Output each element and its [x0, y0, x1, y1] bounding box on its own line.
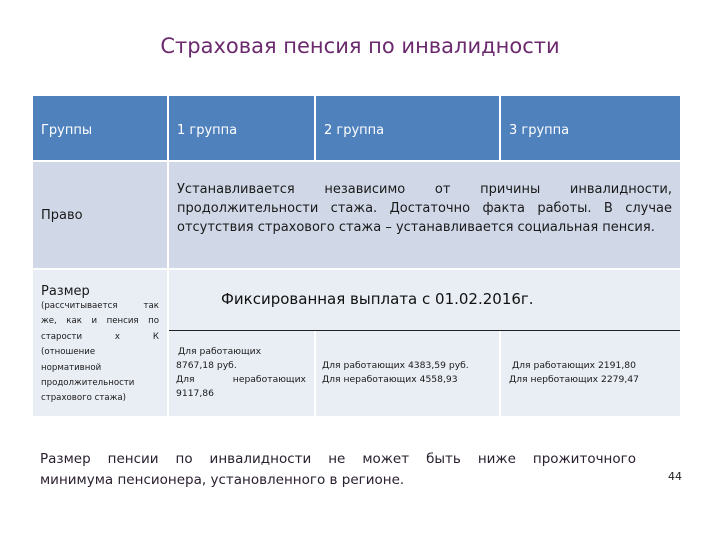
pravo-text-line-2: продолжительности стажа. Достаточно факта работы. В случае	[177, 201, 672, 216]
page-number: 44	[668, 470, 682, 483]
razmer-note-line: старости х К	[41, 331, 159, 342]
razmer-note-line: же, как и пенсия по	[41, 316, 159, 327]
razmer-note-line: (рассчитывается так	[41, 301, 159, 311]
group-2-amount-line: Для неработающих 4558,93	[322, 374, 458, 385]
group-3-amount	[501, 331, 680, 416]
group-1-amount-line: 9117,86	[176, 388, 214, 399]
razmer-label: Размер	[41, 284, 90, 299]
header-group-1: 1 группа	[169, 96, 314, 160]
pravo-label: Право	[41, 207, 83, 223]
group-3-amount-line: Для нерботающих 2279,47	[509, 374, 639, 385]
pravo-text-line-1: Устанавливается независимо от причины инвалидности,	[177, 182, 672, 197]
header-group-2: 2 группа	[316, 96, 499, 160]
razmer-note-line: страхового стажа)	[41, 393, 126, 404]
group-2-amount-line: Для работающих 4383,59 руб.	[322, 360, 469, 371]
fixed-payment: Фиксированная выплата с 01.02.2016г.	[169, 270, 680, 330]
minimum-pension-note	[40, 449, 636, 491]
group-1-amount	[169, 331, 314, 416]
note-line-2: минимума пенсионера, установленного в регионе.	[40, 472, 405, 488]
pravo-text	[169, 162, 680, 268]
group-3-amount-line: Для работающих 2191,80	[512, 360, 636, 371]
razmer-note-line: (отношение	[41, 347, 96, 358]
razmer-note	[33, 299, 167, 407]
razmer-note-line: нормативной	[41, 362, 102, 373]
row-label-razmer	[33, 270, 167, 416]
group-2-amount	[316, 331, 499, 416]
group-1-amount-line: 8767,18 руб.	[176, 360, 237, 371]
row-label-pravo	[33, 162, 167, 268]
group-1-amount-line: Для работающих	[178, 346, 262, 357]
note-line-1: Размер пенсии по инвалидности не может быть ниже прожиточного	[40, 451, 636, 467]
page-title: Страховая пенсия по инвалидности	[160, 34, 560, 58]
razmer-note-line: продолжительности	[41, 378, 135, 389]
header-group-3: 3 группа	[501, 96, 680, 160]
pravo-text-line-3: отсутствия страхового стажа – устанавливается социальная пенсия.	[177, 220, 655, 235]
group-1-amount-line: Для неработающих	[176, 374, 306, 385]
header-groups: Группы	[33, 96, 167, 160]
